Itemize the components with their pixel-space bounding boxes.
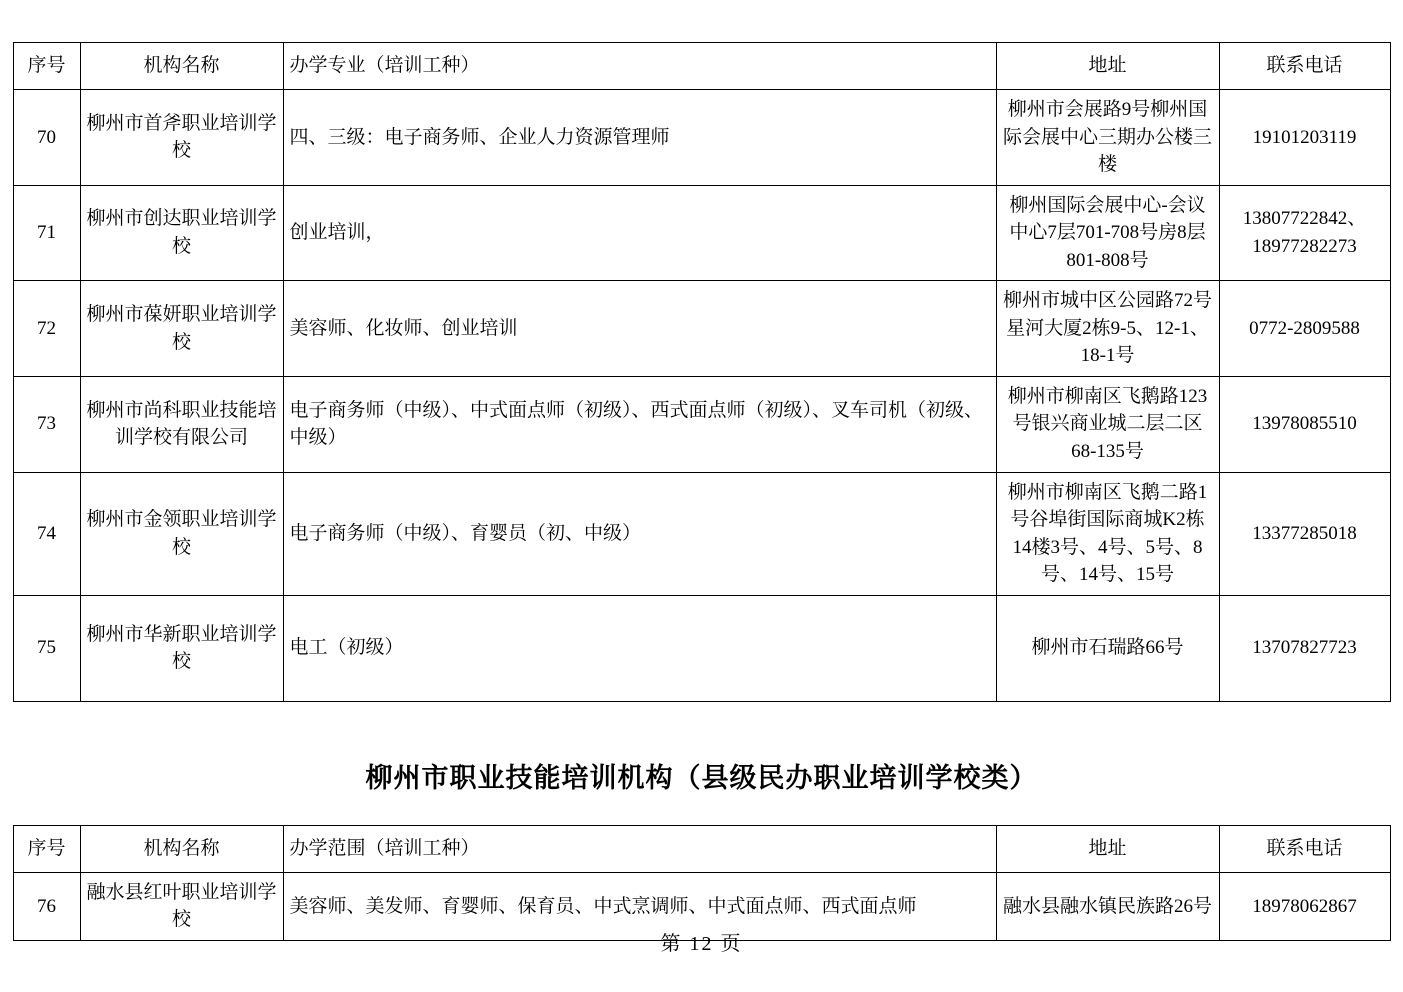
cell-telephone: 13978085510: [1219, 376, 1390, 472]
table-row: [13, 281, 1390, 377]
cell-major: 美容师、化妆师、创业培训: [283, 281, 996, 377]
header-telephone: 联系电话: [1219, 825, 1390, 872]
table-header: [13, 825, 1390, 872]
cell-major: 电子商务师（中级）、中式面点师（初级）、西式面点师（初级）、叉车司机（初级、中级）: [283, 376, 996, 472]
table-header-row: [13, 825, 1390, 872]
cell-institution-name: 柳州市葆妍职业培训学校: [80, 281, 283, 377]
cell-institution-name: 柳州市华新职业培训学校: [80, 595, 283, 701]
cell-address: 柳州市石瑞路66号: [996, 595, 1219, 701]
training-institutions-table-city: [13, 42, 1391, 702]
table-header: [13, 43, 1390, 90]
cell-institution-name: 柳州市创达职业培训学校: [80, 185, 283, 281]
section-title: 柳州市职业技能培训机构（县级民办职业培训学校类）: [365, 762, 1038, 793]
training-institutions-table-county: [13, 825, 1391, 941]
cell-no: 70: [13, 90, 80, 186]
cell-major: 四、三级：电子商务师、企业人力资源管理师: [283, 90, 996, 186]
cell-telephone: 19101203119: [1219, 90, 1390, 186]
header-institution-name: 机构名称: [80, 825, 283, 872]
cell-telephone: 0772-2809588: [1219, 281, 1390, 377]
cell-address: 柳州市会展路9号柳州国际会展中心三期办公楼三楼: [996, 90, 1219, 186]
cell-address: 融水县融水镇民族路26号: [996, 872, 1219, 940]
table-row: [13, 472, 1390, 595]
table-row: [13, 185, 1390, 281]
header-address: 地址: [996, 825, 1219, 872]
header-telephone: 联系电话: [1219, 43, 1390, 90]
page-footer: 第 12 页: [660, 933, 743, 955]
table-header-row: [13, 43, 1390, 90]
cell-no: 75: [13, 595, 80, 701]
cell-institution-name: 柳州市首斧职业培训学校: [80, 90, 283, 186]
cell-address: 柳州市柳南区飞鹅路123号银兴商业城二层二区68-135号: [996, 376, 1219, 472]
cell-major: 电工（初级）: [283, 595, 996, 701]
header-institution-name: 机构名称: [80, 43, 283, 90]
header-no: 序号: [13, 43, 80, 90]
cell-telephone: 18978062867: [1219, 872, 1390, 940]
cell-institution-name: 融水县红叶职业培训学校: [80, 872, 283, 940]
header-address: 地址: [996, 43, 1219, 90]
cell-major: 创业培训，: [283, 185, 996, 281]
header-no: 序号: [13, 825, 80, 872]
cell-no: 76: [13, 872, 80, 940]
table-row: [13, 595, 1390, 701]
table-row: [13, 376, 1390, 472]
table-row: [13, 90, 1390, 186]
cell-address: 柳州市城中区公园路72号星河大厦2栋9-5、12-1、18-1号: [996, 281, 1219, 377]
cell-scope: 美容师、美发师、育婴师、保育员、中式烹调师、中式面点师、西式面点师: [283, 872, 996, 940]
cell-institution-name: 柳州市金领职业培训学校: [80, 472, 283, 595]
cell-address: 柳州市柳南区飞鹅二路1号谷埠街国际商城K2栋14楼3号、4号、5号、8号、14号、15号: [996, 472, 1219, 595]
header-scope: 办学范围（培训工种）: [283, 825, 996, 872]
cell-institution-name: 柳州市尚科职业技能培训学校有限公司: [80, 376, 283, 472]
header-major: 办学专业（培训工种）: [283, 43, 996, 90]
cell-address: 柳州国际会展中心-会议中心7层701-708号房8层801-808号: [996, 185, 1219, 281]
table-body: [13, 90, 1390, 702]
cell-telephone: 13807722842、18977282273: [1219, 185, 1390, 281]
cell-telephone: 13377285018: [1219, 472, 1390, 595]
cell-no: 73: [13, 376, 80, 472]
cell-no: 74: [13, 472, 80, 595]
cell-telephone: 13707827723: [1219, 595, 1390, 701]
cell-major: 电子商务师（中级）、育婴员（初、中级）: [283, 472, 996, 595]
cell-no: 72: [13, 281, 80, 377]
cell-no: 71: [13, 185, 80, 281]
